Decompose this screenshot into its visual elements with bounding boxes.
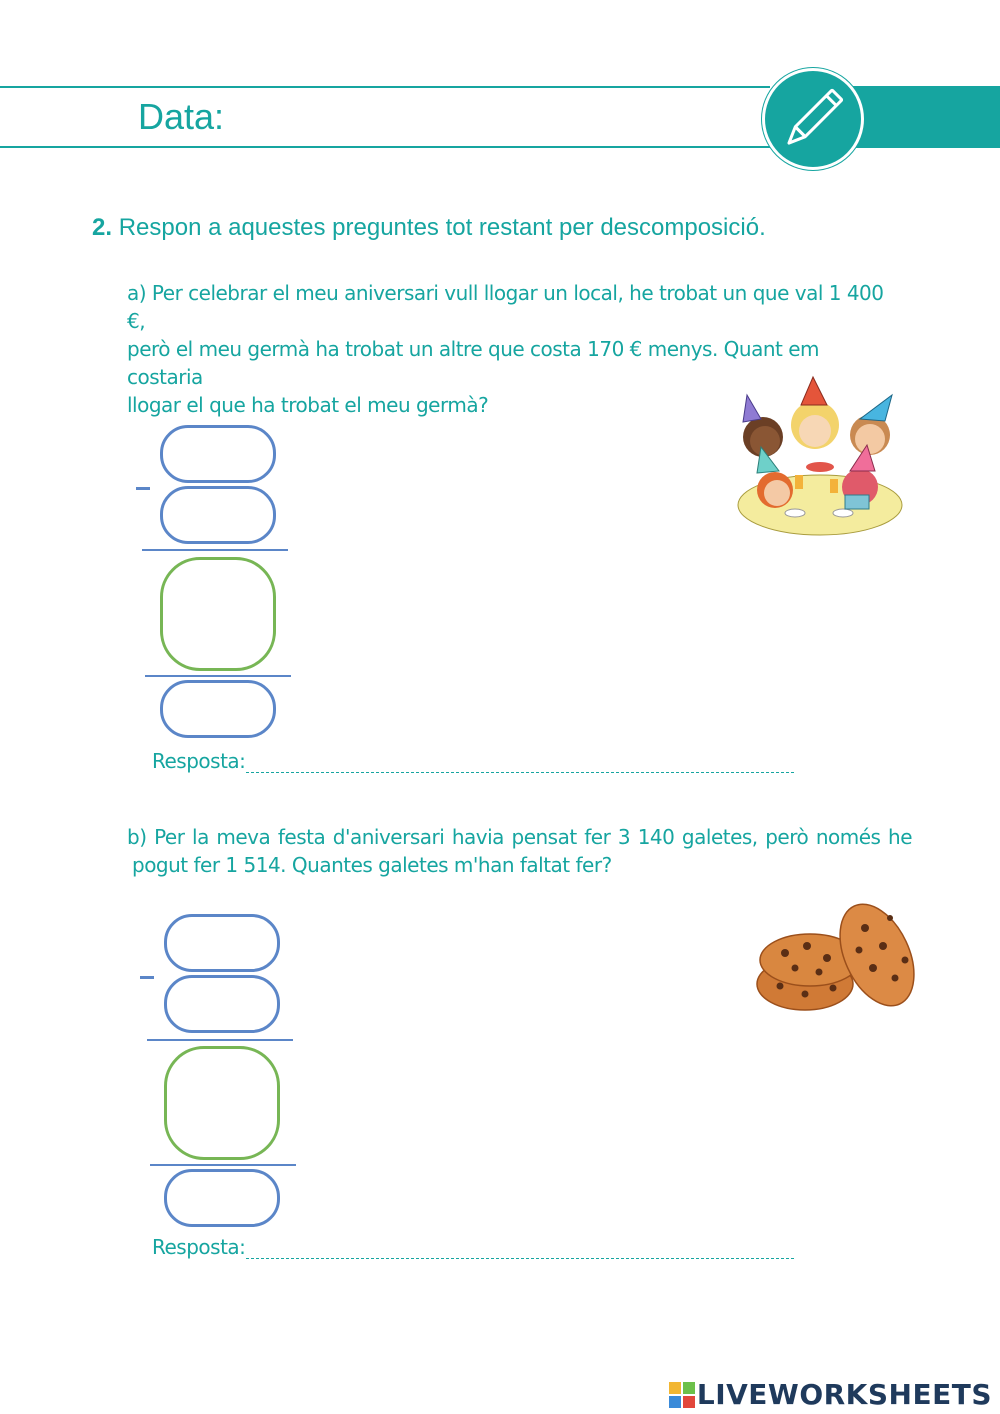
question-text: Respon a aquestes preguntes tot restant per descomposició. (118, 214, 766, 241)
logo-text: LIVEWORKSHEETS (696, 1378, 992, 1411)
liveworksheets-logo (669, 1378, 992, 1411)
part-b-subtrahend-box[interactable] (164, 975, 280, 1033)
part-a-subtrahend-box[interactable] (160, 486, 276, 544)
question-title (92, 214, 766, 242)
part-b-answer-line[interactable] (246, 1258, 794, 1259)
part-a-line-3: llogar el que ha trobat el meu germà? (127, 393, 489, 417)
party-kids-illustration (735, 375, 905, 540)
part-a-line-2: però el meu germà ha trobat un altre que costa 170 € menys. Quant em costaria (127, 337, 820, 389)
part-a-answer-line[interactable] (246, 772, 794, 773)
header-top-line (0, 86, 770, 88)
part-a-line-1: a) Per celebrar el meu aniversari vull llogar un local, he trobat un que val 1 400 €, (127, 281, 884, 333)
part-a-minus-sign (136, 487, 150, 490)
part-a-decomposition-box[interactable] (160, 557, 276, 671)
part-b-rule-2 (150, 1164, 296, 1166)
pencil-icon (765, 71, 861, 167)
question-number: 2. (92, 214, 113, 241)
part-a-answer-label: Resposta: (152, 749, 246, 773)
part-b-line-2: pogut fer 1 514. Quantes galetes m'han faltat fer? (132, 853, 612, 877)
part-b-line-1: b) Per la meva festa d'aniversari havia pensat fer 3 140 galetes, però només he (127, 825, 912, 849)
part-a-result-box[interactable] (160, 680, 276, 738)
cookies-illustration (755, 898, 925, 1018)
part-b-text (127, 823, 912, 879)
part-b-decomposition-box[interactable] (164, 1046, 280, 1160)
part-a-minuend-box[interactable] (160, 425, 276, 483)
part-b-result-box[interactable] (164, 1169, 280, 1227)
part-b-rule-1 (147, 1039, 293, 1041)
part-b-minus-sign (140, 976, 154, 979)
header-bottom-line (0, 146, 770, 148)
header-teal-bar (845, 86, 1000, 148)
part-a-rule-2 (145, 675, 291, 677)
pencil-badge (762, 68, 864, 170)
part-b-minuend-box[interactable] (164, 914, 280, 972)
part-a-rule-1 (142, 549, 288, 551)
date-label: Data: (138, 96, 225, 137)
logo-badge-icon (669, 1382, 695, 1408)
part-b-answer-label: Resposta: (152, 1235, 246, 1259)
